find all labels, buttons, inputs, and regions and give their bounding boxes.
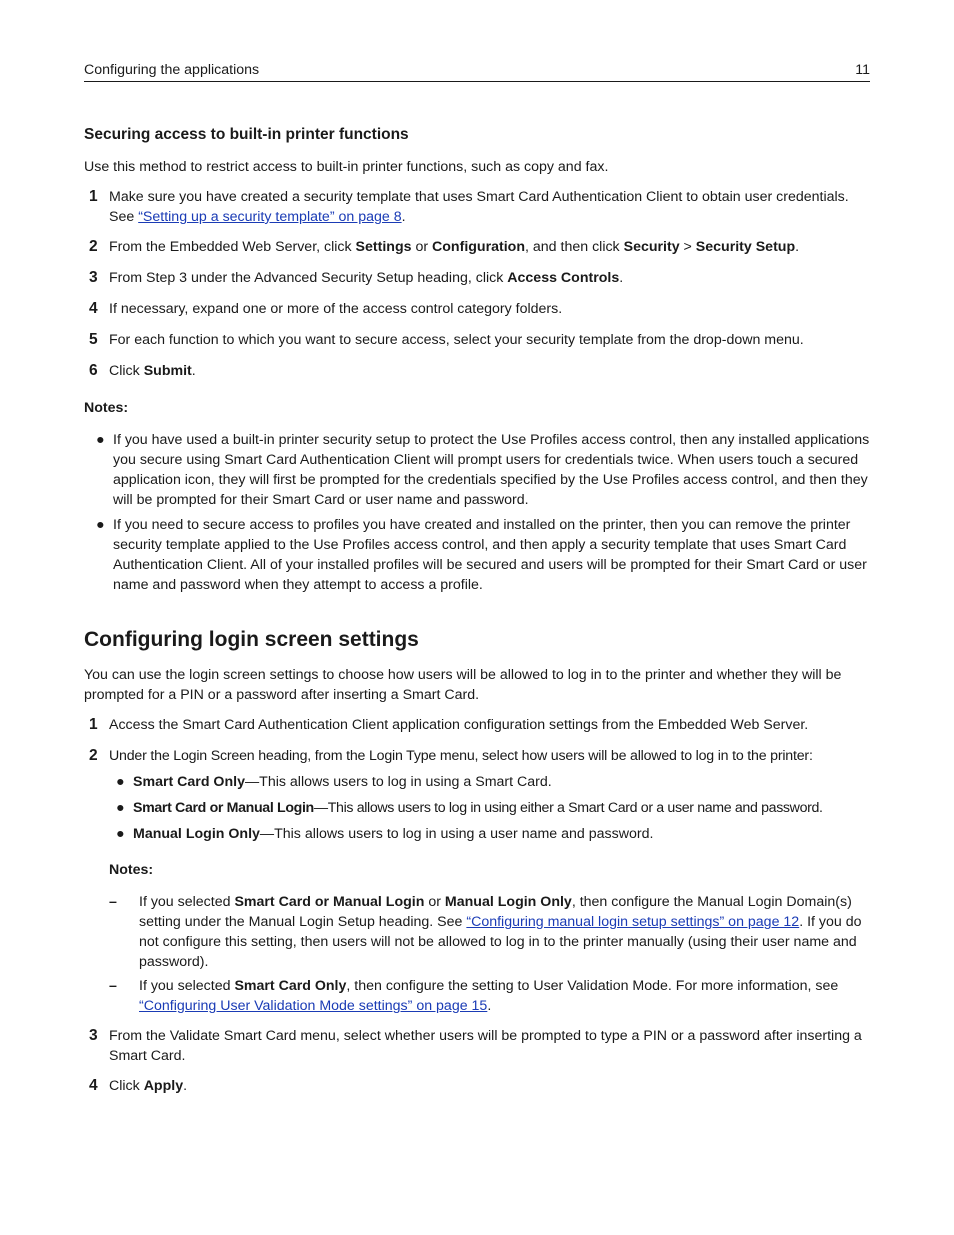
step-number: 3 — [89, 269, 98, 286]
login-type-desc: —This allows users to log in using either a Smart Card or a user name and password. — [313, 800, 823, 816]
section-heading-securing-access: Securing access to built-in printer functions — [84, 126, 409, 143]
header-section-title: Configuring the applications — [84, 62, 260, 78]
notes-label: Notes: — [84, 400, 129, 416]
note-text: , then configure the Manual Login Domain(s) setting under the Manual Login Setup heading. See — [139, 894, 852, 930]
running-header — [84, 60, 870, 82]
step-number: 1 — [89, 188, 98, 205]
ui-term: Submit — [143, 363, 192, 379]
step-text: Access the Smart Card Authentication Client application configuration settings from the Embedded Web Server. — [109, 717, 809, 733]
step-number: 2 — [89, 747, 98, 764]
section-heading-login-screen: Configuring login screen settings — [84, 628, 419, 651]
login-type-name: Smart Card or Manual Login — [133, 800, 314, 816]
ui-term: Configuration — [432, 239, 526, 255]
step-number: 3 — [89, 1027, 98, 1044]
note-text: . If you do not configure this setting, then users will not be allowed to log in to the printer manually (using their user name and password). — [139, 914, 862, 970]
link-manual-login-setup[interactable]: “Configuring manual login setup settings” on page 12 — [466, 914, 800, 930]
sub-note-item — [109, 892, 870, 972]
step-number: 2 — [89, 238, 98, 255]
step-2 — [84, 746, 870, 766]
step-text: From the Embedded Web Server, click — [109, 239, 356, 255]
login-type-item — [116, 772, 870, 792]
step-text: For each function to which you want to secure access, select your security template from the drop-down menu. — [109, 332, 804, 348]
ui-term: Settings — [355, 239, 412, 255]
step-3 — [84, 1026, 870, 1066]
note-text: If you selected — [139, 978, 235, 994]
bullet-icon: ● — [116, 774, 125, 790]
link-setting-up-security-template[interactable]: “Setting up a security template” on page 8 — [138, 209, 402, 225]
dash-icon: – — [109, 978, 117, 994]
step-text: If necessary, expand one or more of the access control category folders. — [109, 301, 563, 317]
step-6 — [84, 361, 870, 381]
step-text: . — [401, 209, 406, 225]
note-text: , then configure the setting to User Validation Mode. For more information, see — [346, 978, 839, 994]
ui-term: Smart Card Only — [234, 978, 347, 994]
step-text: . — [795, 239, 800, 255]
note-text: If you have used a built-in printer security setup to protect the Use Profiles access control, then any installed applications you secure using Smart Card Authentication Client will prompt users for credentials twice. When users touch a secured application icon, they will first be prompted for the credentials specified by the Use Profiles access control, and then they will be prompted for their Smart Card or user name and password. — [113, 432, 870, 508]
note-item — [96, 515, 870, 595]
step-text: . — [619, 270, 624, 286]
note-text: If you need to secure access to profiles you have created and installed on the printer, then you can remove the printer security template applied to the Use Profiles access control, and then apply a security template that uses Smart Card Authentication Client. All of your installed profiles will be secured and users will be prompted for their Smart Card or user name and password when they attempt to access a profile. — [113, 517, 867, 593]
step-text: , and then click — [525, 239, 624, 255]
step-text: Under the Login Screen heading, from the Login Type menu, select how users will be allowed to log in to the printer: — [109, 748, 813, 764]
login-type-name: Manual Login Only — [133, 826, 260, 842]
step-number: 1 — [89, 716, 98, 733]
login-type-name: Smart Card Only — [133, 774, 245, 790]
step-text: . — [191, 363, 196, 379]
step-text: or — [411, 239, 433, 255]
bullet-icon: ● — [116, 800, 125, 816]
note-item — [96, 430, 870, 510]
bullet-icon: ● — [116, 826, 125, 842]
bullet-icon: ● — [96, 517, 105, 533]
step-4 — [84, 1076, 870, 1096]
ui-term: Apply — [143, 1078, 184, 1094]
step-2 — [84, 237, 870, 257]
ui-term: Access Controls — [507, 270, 620, 286]
login-type-desc: —This allows users to log in using a Smart Card. — [244, 774, 552, 790]
ui-term: Security Setup — [695, 239, 796, 255]
step-number: 5 — [89, 331, 98, 348]
note-text: or — [424, 894, 445, 910]
step-text: From Step 3 under the Advanced Security Setup heading, click — [109, 270, 508, 286]
section-intro: You can use the login screen settings to choose how users will be allowed to log in to the printer and whether they will be prompted for a PIN or a password after inserting a Smart Card. — [84, 667, 842, 703]
step-text: . — [183, 1078, 188, 1094]
section-intro: Use this method to restrict access to built-in printer functions, such as copy and fax. — [84, 159, 609, 175]
step-text: Make sure you have created a security template that uses Smart Card Authentication Client to obtain user credentials. See — [109, 189, 849, 225]
page-number: 11 — [855, 62, 870, 78]
step-text: > — [679, 239, 696, 255]
step-1 — [84, 187, 870, 227]
step-number: 4 — [89, 1077, 98, 1094]
step-text: Click — [109, 1078, 144, 1094]
login-type-item — [116, 798, 870, 818]
step-1 — [84, 715, 870, 735]
ui-term: Security — [623, 239, 680, 255]
login-type-desc: —This allows users to log in using a user name and password. — [259, 826, 654, 842]
notes-label: Notes: — [109, 862, 154, 878]
note-text: . — [487, 998, 492, 1014]
step-text: From the Validate Smart Card menu, select whether users will be prompted to type a PIN or a password after inserting a Smart Card. — [109, 1028, 862, 1064]
dash-icon: – — [109, 894, 117, 910]
ui-term: Smart Card or Manual Login — [234, 894, 425, 910]
step-4 — [84, 299, 870, 319]
step-text: Click — [109, 363, 144, 379]
sub-note-item — [109, 976, 870, 1016]
step-5 — [84, 330, 870, 350]
bullet-icon: ● — [96, 432, 105, 448]
link-user-validation-mode[interactable]: “Configuring User Validation Mode settings” on page 15 — [139, 998, 488, 1014]
ui-term: Manual Login Only — [444, 894, 572, 910]
step-3 — [84, 268, 870, 288]
step-number: 6 — [89, 362, 98, 379]
note-text: If you selected — [139, 894, 235, 910]
login-type-item — [116, 824, 870, 844]
step-number: 4 — [89, 300, 98, 317]
